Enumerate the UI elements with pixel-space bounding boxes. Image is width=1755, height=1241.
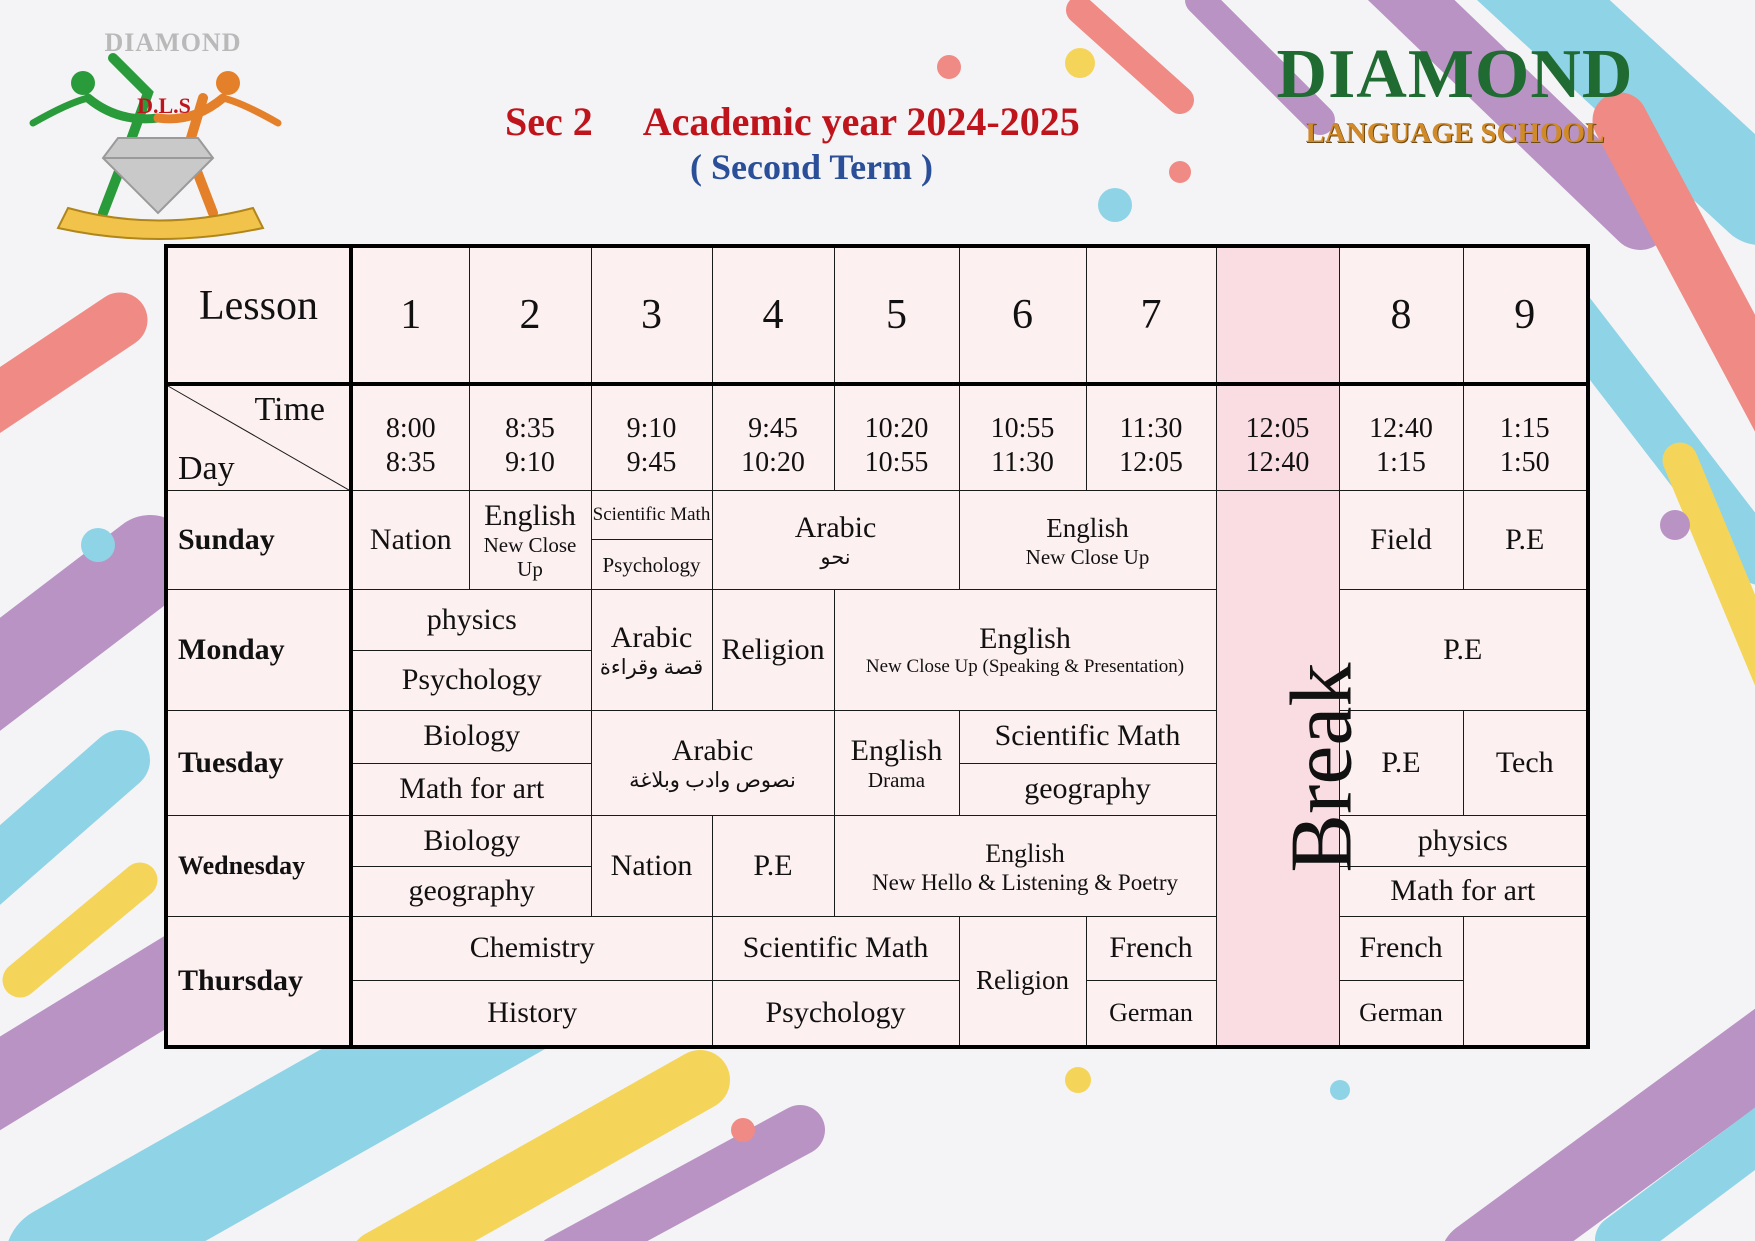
class-cell: English Drama [834, 710, 959, 816]
lesson-number: 7 [1086, 246, 1216, 384]
class-cell-split: Scientific Math Psychology [591, 490, 712, 589]
class-cell: Arabic نحو [712, 490, 959, 589]
wordmark-name: DIAMOND [1276, 36, 1634, 113]
class-cell-split: Biology geography [351, 816, 591, 917]
class-cell: P.E [1339, 710, 1463, 816]
break-header-cell [1216, 246, 1339, 384]
class-cell-split: Biology Math for art [351, 710, 591, 816]
lesson-number: 8 [1339, 246, 1463, 384]
class-cell-split: French German [1339, 916, 1463, 1047]
time-slot: 8:35 9:10 [469, 384, 591, 491]
time-slot: 1:15 1:50 [1463, 384, 1588, 491]
time-slot: 9:45 10:20 [712, 384, 834, 491]
day-row-sunday [166, 490, 1588, 589]
day-name: Thursday [166, 916, 351, 1047]
class-cell: P.E [1339, 590, 1588, 711]
class-cell: Field [1339, 490, 1463, 589]
class-cell: English New Hello & Listening & Poetry [834, 816, 1216, 917]
day-name: Monday [166, 590, 351, 711]
lesson-number: 2 [469, 246, 591, 384]
break-cell [1216, 490, 1370, 1047]
day-row-tuesday [166, 710, 1588, 816]
class-cell: English New Close Up [959, 490, 1216, 589]
break-time-slot: 12:05 12:40 [1216, 384, 1339, 491]
time-slot: 11:30 12:05 [1086, 384, 1216, 491]
class-cell: Religion [959, 916, 1086, 1047]
class-cell-empty [1463, 916, 1588, 1047]
time-row [166, 384, 1588, 491]
break-label: Break [1272, 662, 1370, 873]
logo-emblem-icon [28, 28, 288, 243]
time-slot: 9:10 9:45 [591, 384, 712, 491]
class-cell-split: physics Psychology [351, 590, 591, 711]
day-name: Tuesday [166, 710, 351, 816]
class-cell: Nation [591, 816, 712, 917]
class-cell-split: French German [1086, 916, 1216, 1047]
day-row-wednesday [166, 816, 1588, 917]
day-row-thursday [166, 916, 1588, 1047]
timetable [164, 244, 1590, 1049]
class-cell: Arabic نصوص وادب وبلاغة [591, 710, 834, 816]
class-cell-split: Scientific Math Psychology [712, 916, 959, 1047]
time-label: Time [254, 390, 325, 428]
day-row-monday [166, 590, 1588, 711]
time-day-corner [166, 384, 351, 491]
class-cell: Tech [1463, 710, 1588, 816]
class-cell: Religion [712, 590, 834, 711]
day-name: Wednesday [166, 816, 351, 917]
time-slot: 12:40 1:15 [1339, 384, 1463, 491]
lesson-row [166, 246, 1588, 384]
day-label: Day [178, 449, 235, 487]
lesson-number: 6 [959, 246, 1086, 384]
lesson-number: 9 [1463, 246, 1588, 384]
time-slot: 10:55 11:30 [959, 384, 1086, 491]
class-cell: P.E [712, 816, 834, 917]
logo-brand-text: DIAMOND [104, 28, 242, 57]
school-logo [28, 28, 288, 243]
class-cell-split: physics Math for art [1339, 816, 1588, 917]
lesson-number: 5 [834, 246, 959, 384]
school-wordmark [1245, 36, 1665, 160]
logo-initials: D.L.S [137, 93, 191, 118]
time-slot: 10:20 10:55 [834, 384, 959, 491]
page-subtitle: ( Second Term ) [690, 147, 933, 187]
class-cell: English New Close Up [469, 490, 591, 589]
class-cell-split: Chemistry History [351, 916, 712, 1047]
class-cell: English New Close Up (Speaking & Presentation) [834, 590, 1216, 711]
lesson-number: 3 [591, 246, 712, 384]
day-name: Sunday [166, 490, 351, 589]
title-year: Academic year 2024-2025 [642, 99, 1080, 144]
lesson-number: 1 [351, 246, 469, 384]
class-cell: Nation [351, 490, 469, 589]
lesson-number: 4 [712, 246, 834, 384]
title-section: Sec 2 [505, 99, 593, 144]
lesson-header: Lesson [166, 246, 351, 384]
class-cell-split: Scientific Math geography [959, 710, 1216, 816]
wordmark-subtitle: LANGUAGE SCHOOL [1305, 117, 1605, 149]
class-cell: P.E [1463, 490, 1588, 589]
page-title [505, 98, 1165, 145]
class-cell: Arabic قصة وقراءة [591, 590, 712, 711]
time-slot: 8:00 8:35 [351, 384, 469, 491]
